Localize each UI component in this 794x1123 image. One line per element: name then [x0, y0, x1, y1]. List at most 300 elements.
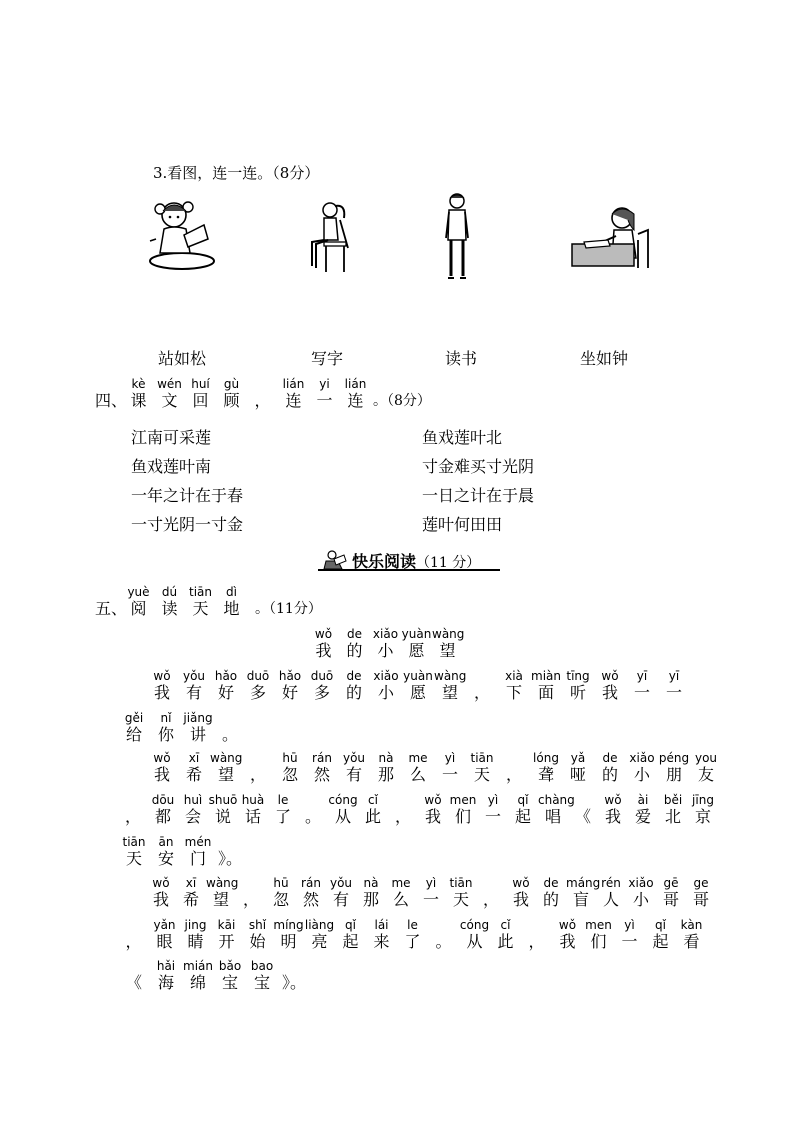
hanzi: ， — [124, 807, 141, 826]
pinyin: lóng — [533, 751, 559, 765]
hanzi: 北 — [664, 807, 681, 826]
ruby-char — [150, 712, 182, 745]
ruby-char — [123, 586, 154, 619]
pinyin: wàng — [434, 669, 467, 683]
hanzi: 连 — [285, 391, 302, 410]
ruby-char — [123, 378, 154, 411]
pinyin — [521, 919, 552, 932]
ruby-char — [386, 877, 416, 910]
label-sit: 坐如钟 — [580, 349, 629, 368]
ruby-char — [490, 919, 521, 952]
hanzi: 多 — [313, 683, 330, 702]
pinyin: yì — [487, 793, 499, 807]
pinyin: de — [602, 751, 618, 765]
hanzi: 明 — [280, 932, 297, 951]
pinyin: me — [391, 876, 411, 890]
pinyin: wàng — [210, 751, 243, 765]
pinyin: wǒ — [314, 627, 333, 641]
pinyin: wǒ — [604, 793, 622, 807]
hanzi: ， — [125, 932, 142, 951]
hanzi: 么 — [392, 890, 409, 909]
pinyin: ge — [693, 876, 709, 890]
ruby-char — [146, 670, 178, 703]
hanzi: ， — [254, 391, 271, 410]
pinyin — [568, 794, 598, 807]
pinyin: mén — [184, 835, 212, 849]
ruby-char — [296, 877, 326, 910]
hanzi: 望 — [212, 890, 229, 909]
ruby-char — [476, 877, 506, 910]
pinyin: yuàn — [401, 627, 432, 641]
pinyin: cóng — [328, 793, 358, 807]
hanzi: 我 — [512, 890, 529, 909]
hanzi: 有 — [332, 890, 349, 909]
ruby-char — [326, 877, 356, 910]
pinyin: hǎi — [156, 959, 176, 973]
pinyin: huà — [241, 793, 265, 807]
hanzi: 的 — [601, 765, 618, 784]
pinyin: liàng — [304, 918, 335, 932]
hanzi: 愿 — [409, 683, 426, 702]
hanzi: 望 — [441, 683, 458, 702]
ruby-char — [154, 586, 185, 619]
pinyin — [298, 794, 328, 807]
hanzi: 我 — [424, 807, 441, 826]
hanzi: 小 — [377, 683, 394, 702]
pinyin: jing — [184, 918, 207, 932]
poem-line — [118, 919, 774, 959]
ruby-char — [242, 752, 274, 785]
ruby-char — [628, 794, 658, 827]
pinyin: jīng — [692, 793, 714, 807]
hanzi: 读 — [161, 599, 178, 618]
q4-left-2: 一年之计在于春 — [131, 486, 244, 505]
ruby-char — [530, 752, 562, 785]
hanzi: 我 — [315, 641, 332, 660]
ruby-char — [182, 836, 214, 869]
ruby-char — [214, 712, 246, 745]
pinyin: de — [347, 627, 362, 641]
hanzi: 一 — [665, 683, 682, 702]
ruby-char — [538, 793, 575, 827]
q3-title: 3.看图，连一连。（8分） — [153, 164, 320, 182]
hanzi: 都 — [154, 807, 171, 826]
pinyin: yǒu — [182, 669, 206, 683]
ruby-char — [150, 836, 182, 869]
pinyin: lián — [282, 377, 305, 391]
poem-line — [146, 877, 774, 917]
ruby-char — [656, 877, 686, 910]
ruby-char — [216, 378, 247, 411]
hanzi: 《 — [574, 807, 591, 826]
poem-line — [146, 670, 774, 710]
ruby-char — [434, 670, 466, 703]
hanzi: 来 — [373, 932, 390, 951]
ruby-char — [210, 752, 242, 785]
hanzi: 聋 — [537, 765, 554, 784]
hanzi: 门 — [189, 849, 206, 868]
ruby-char — [206, 876, 239, 910]
pinyin: qǐ — [517, 793, 529, 807]
ruby-char — [274, 752, 306, 785]
ruby-char — [498, 752, 530, 785]
hanzi: 唱 — [544, 807, 561, 826]
hanzi: 那 — [377, 765, 394, 784]
hanzi: 我 — [152, 890, 169, 909]
hanzi: 此 — [497, 932, 514, 951]
pinyin: lián — [344, 377, 367, 391]
hanzi: 愿 — [408, 641, 425, 660]
hanzi: 么 — [409, 765, 426, 784]
girl-writing-image — [568, 200, 658, 272]
pinyin: míng — [273, 918, 304, 932]
pinyin — [214, 712, 246, 725]
pinyin: tiān — [449, 876, 473, 890]
pinyin: nǐ — [160, 711, 172, 725]
pinyin: yǒu — [342, 751, 366, 765]
section-banner — [318, 549, 500, 573]
hanzi: 宝 — [253, 973, 270, 992]
ruby-char — [690, 752, 722, 785]
hanzi: 那 — [362, 890, 379, 909]
hanzi: 一 — [316, 391, 333, 410]
banner-score: （11 分） — [416, 555, 481, 571]
q4-right-3: 莲叶何田田 — [422, 515, 503, 534]
hanzi: 的 — [345, 683, 362, 702]
pinyin: ān — [158, 835, 174, 849]
ruby-char — [388, 794, 418, 827]
ruby-char — [268, 794, 298, 827]
pinyin: wǒ — [601, 669, 619, 683]
pinyin: miàn — [531, 669, 561, 683]
hanzi: 听 — [569, 683, 586, 702]
ruby-char — [626, 752, 658, 785]
q4-right-1: 寸金难买寸光阴 — [422, 457, 535, 476]
hanzi: 。 — [304, 807, 321, 826]
pinyin: men — [449, 793, 477, 807]
ruby-char — [521, 919, 552, 952]
ruby-char — [340, 378, 371, 411]
pinyin: yì — [425, 876, 437, 890]
pinyin: xī — [188, 751, 200, 765]
hanzi: 们 — [590, 932, 607, 951]
ruby-char — [658, 794, 688, 827]
hanzi: 有 — [345, 765, 362, 784]
pinyin: nà — [363, 876, 379, 890]
pinyin: ài — [637, 793, 649, 807]
ruby-char — [370, 670, 402, 703]
ruby-char — [148, 794, 178, 827]
ruby-char — [478, 794, 508, 827]
hanzi: 小 — [377, 641, 394, 660]
hanzi: 多 — [249, 683, 266, 702]
pinyin: me — [408, 751, 428, 765]
pinyin: cǐ — [500, 918, 511, 932]
ruby-char — [273, 919, 304, 952]
ruby-char — [397, 919, 428, 952]
ruby-char — [466, 670, 498, 703]
hanzi: 哥 — [692, 890, 709, 909]
pinyin: dōu — [151, 793, 175, 807]
ruby-char — [182, 960, 214, 993]
hanzi: ， — [394, 807, 411, 826]
ruby-char — [536, 877, 566, 910]
hanzi: 开 — [218, 932, 235, 951]
hanzi: 好 — [281, 683, 298, 702]
ruby-char — [568, 794, 598, 827]
hanzi: 天 — [452, 890, 469, 909]
pinyin: rén — [601, 876, 621, 890]
pinyin: huì — [183, 793, 203, 807]
hanzi: 一 — [484, 807, 501, 826]
ruby-char — [645, 919, 676, 952]
hanzi: 希 — [182, 890, 199, 909]
hanzi: 地 — [223, 599, 240, 618]
pinyin: rán — [312, 751, 332, 765]
pinyin: péng — [658, 751, 690, 765]
pinyin: rán — [301, 876, 321, 890]
ruby-char — [308, 628, 339, 661]
hanzi: 。 — [435, 932, 452, 951]
ruby-char — [242, 919, 273, 952]
ruby-char — [688, 794, 718, 827]
pinyin: qǐ — [655, 918, 666, 932]
ruby-char — [446, 877, 476, 910]
hanzi: 眼 — [156, 932, 173, 951]
ruby-char — [306, 670, 338, 703]
ruby-char — [150, 960, 182, 993]
ruby-char — [182, 712, 214, 745]
hanzi: 绵 — [189, 973, 206, 992]
pinyin: hū — [282, 751, 298, 765]
pinyin: tīng — [566, 669, 590, 683]
ruby-char — [498, 670, 530, 703]
girl-reading-image — [146, 195, 218, 273]
hanzi: 说 — [214, 807, 231, 826]
ruby-char — [658, 752, 690, 785]
hanzi: 了 — [404, 932, 421, 951]
ruby-char — [118, 836, 150, 869]
hanzi: 》。 — [281, 973, 306, 992]
pinyin: mián — [183, 959, 213, 973]
pinyin: dú — [161, 585, 178, 599]
ruby-char — [370, 752, 402, 785]
ruby-char — [508, 794, 538, 827]
ruby-char — [146, 752, 178, 785]
hanzi: 你 — [157, 725, 174, 744]
hanzi: 会 — [184, 807, 201, 826]
pinyin: qǐ — [345, 918, 356, 932]
poem-line — [118, 712, 774, 752]
pinyin: xià — [505, 669, 523, 683]
pinyin: kè — [131, 377, 146, 391]
ruby-char — [598, 794, 628, 827]
hanzi: 面 — [537, 683, 554, 702]
ruby-char — [418, 794, 448, 827]
ruby-char — [247, 378, 278, 411]
ruby-char — [530, 670, 562, 703]
boy-standing-image — [440, 192, 474, 284]
hanzi: 的 — [542, 890, 559, 909]
ruby-char — [626, 877, 656, 910]
pinyin: duō — [310, 669, 334, 683]
ruby-char — [278, 378, 309, 411]
pinyin: tiān — [470, 751, 494, 765]
hanzi: ， — [473, 683, 490, 702]
ruby-char — [339, 628, 370, 661]
hanzi: 爱 — [634, 807, 651, 826]
hanzi: 望 — [217, 765, 234, 784]
ruby-char — [309, 378, 340, 411]
q4-suffix: 。（8分） — [373, 393, 431, 409]
ruby-char — [686, 877, 716, 910]
pinyin: wǒ — [153, 751, 171, 765]
pinyin: gěi — [124, 711, 144, 725]
pinyin: shǐ — [248, 918, 267, 932]
label-stand: 站如松 — [158, 349, 207, 368]
ruby-char — [146, 877, 176, 910]
q5-suffix: 。（11分） — [255, 601, 322, 617]
ruby-char — [214, 960, 246, 993]
hanzi: 天 — [473, 765, 490, 784]
hanzi: ， — [249, 765, 266, 784]
hanzi: 哥 — [662, 890, 679, 909]
hanzi: ， — [482, 890, 499, 909]
ruby-char — [366, 919, 397, 952]
pinyin: cǐ — [368, 793, 378, 807]
ruby-char — [149, 919, 180, 952]
ruby-char — [178, 794, 208, 827]
hanzi: 盲 — [572, 890, 589, 909]
pinyin: xiǎo — [628, 876, 654, 890]
pinyin: hǎo — [278, 669, 302, 683]
hanzi: 给 — [125, 725, 142, 744]
ruby-char — [370, 628, 401, 661]
hanzi: 们 — [454, 807, 471, 826]
pinyin: yī — [668, 669, 680, 683]
pinyin — [242, 752, 274, 765]
ruby-char — [552, 919, 583, 952]
hanzi: 从 — [334, 807, 351, 826]
pinyin: xiǎo — [373, 669, 399, 683]
pinyin: wǒ — [152, 876, 170, 890]
pinyin: tiān — [189, 585, 212, 599]
ruby-char — [118, 794, 148, 827]
ruby-char — [118, 919, 149, 952]
ruby-char — [402, 670, 434, 703]
hanzi: 小 — [633, 765, 650, 784]
hanzi: 宝 — [221, 973, 238, 992]
pinyin: běi — [663, 793, 683, 807]
ruby-char — [216, 586, 247, 619]
ruby-char — [154, 378, 185, 411]
ruby-char — [118, 712, 150, 745]
hanzi: 小 — [632, 890, 649, 909]
pinyin: le — [407, 918, 418, 932]
hanzi: 起 — [514, 807, 531, 826]
pinyin: men — [585, 918, 612, 932]
ruby-char — [416, 877, 446, 910]
ruby-char — [402, 752, 434, 785]
pinyin — [388, 794, 418, 807]
hanzi: 》。 — [217, 849, 242, 868]
hanzi: 有 — [185, 683, 202, 702]
ruby-char — [358, 794, 388, 827]
ruby-char — [274, 670, 306, 703]
ruby-char — [118, 960, 150, 993]
poem-line — [118, 794, 774, 834]
ruby-char — [278, 960, 310, 993]
ruby-char — [214, 836, 246, 869]
ruby-char — [466, 752, 498, 785]
hanzi: 然 — [302, 890, 319, 909]
q4-left-3: 一寸光阴一寸金 — [131, 515, 244, 534]
pinyin: yuàn — [403, 669, 433, 683]
hanzi: 忽 — [272, 890, 289, 909]
ruby-char — [178, 670, 210, 703]
poem-line — [146, 752, 774, 792]
hanzi: 哑 — [569, 765, 586, 784]
pinyin: xiǎo — [372, 627, 399, 641]
q4-left-0: 江南可采莲 — [131, 428, 212, 447]
hanzi: 一 — [621, 932, 638, 951]
ruby-char — [596, 877, 626, 910]
hanzi: ， — [528, 932, 545, 951]
q4-prefix: 四、 — [95, 391, 128, 410]
hanzi: 友 — [697, 765, 714, 784]
q4-title — [95, 378, 495, 418]
hanzi: 我 — [153, 683, 170, 702]
pinyin: wàng — [432, 627, 465, 641]
hanzi: 的 — [346, 641, 363, 660]
ruby-char — [211, 919, 242, 952]
hanzi: 希 — [185, 765, 202, 784]
pinyin — [278, 960, 310, 973]
hanzi: 我 — [601, 683, 618, 702]
pinyin: shuō — [208, 793, 238, 807]
hanzi: 海 — [157, 973, 174, 992]
pinyin: kāi — [217, 918, 236, 932]
ruby-char — [210, 670, 242, 703]
ruby-char — [428, 919, 459, 952]
pinyin: yi — [319, 377, 330, 391]
pinyin: yuè — [127, 585, 150, 599]
pinyin: bao — [250, 959, 274, 973]
hanzi: 从 — [466, 932, 483, 951]
ruby-char — [185, 378, 216, 411]
pinyin: yì — [444, 751, 456, 765]
pinyin: gù — [223, 377, 240, 391]
hanzi: ， — [242, 890, 259, 909]
hanzi: ， — [505, 765, 522, 784]
hanzi: 回 — [192, 391, 209, 410]
hanzi: 文 — [161, 391, 178, 410]
ruby-char — [238, 794, 268, 827]
pinyin: duō — [246, 669, 270, 683]
ruby-char — [562, 670, 594, 703]
pinyin: wǒ — [153, 669, 171, 683]
ruby-char — [562, 752, 594, 785]
pinyin — [428, 919, 459, 932]
girl-sitting-image — [304, 200, 354, 276]
ruby-char — [304, 919, 335, 952]
pinyin: dì — [226, 585, 237, 599]
pinyin: xiǎo — [629, 751, 655, 765]
ruby-char — [626, 670, 658, 703]
ruby-char — [614, 919, 645, 952]
pinyin: bǎo — [218, 959, 242, 973]
pinyin: de — [346, 669, 362, 683]
